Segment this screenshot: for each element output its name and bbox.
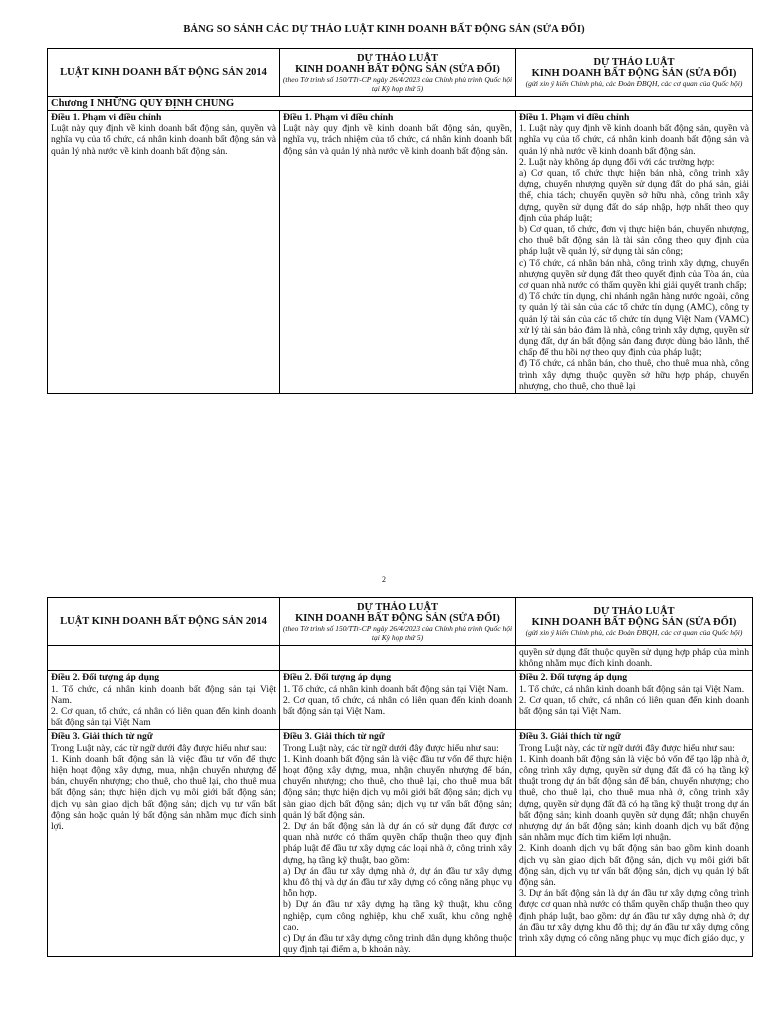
table-header-row: [48, 49, 753, 97]
article-paragraph: a) Cơ quan, tổ chức thực hiện bán nhà, công trình xây dựng, chuyển nhượng quyền sử dụng đất do phá sản, giải thể, chia tách; chuyển quyền sở hữu nhà, công trình xây dựng, quyền sử dụng đất do sáp nhập, hợp nhất theo quy định của pháp luật;: [519, 168, 749, 224]
continuation-col2: [280, 646, 516, 671]
article-paragraph: 1. Tổ chức, cá nhân kinh doanh bất động sản tại Việt Nam.: [283, 683, 509, 695]
header-col-2014-law: LUẬT KINH DOANH BẤT ĐỘNG SẢN 2014: [48, 49, 280, 97]
article-2-row: [48, 671, 753, 730]
article-paragraph: 1. Kinh doanh bất động sản là việc đầu tư vốn để thực hiện hoạt động xây dựng, mua, nhận chuyển nhượng để bán, chuyển nhượng; cho thuê, cho thuê lại, cho thuê mua bất động sản; thực hiện dịch vụ môi giới bất động sản; dịch vụ sàn giao dịch bất động sản; dịch vụ tư vấn bất động sản; quản lý bất động sản.: [283, 753, 512, 821]
article-2-col3: [516, 671, 753, 730]
article-title: Điều 2. Đối tượng áp dụng: [51, 672, 160, 684]
article-title: Điều 3. Giải thích từ ngữ: [51, 731, 153, 743]
header-col2-line2: KINH DOANH BẤT ĐỘNG SẢN (SỬA ĐỔI): [295, 612, 500, 624]
header-col-draft-150: [280, 598, 516, 646]
continuation-text: quyền sử dụng đất thuộc quyền sử dụng hợp pháp của mình không nhằm mục đích kinh doanh.: [519, 647, 749, 670]
chapter-row: [48, 97, 753, 111]
article-title: Điều 3. Giải thích từ ngữ: [519, 731, 621, 743]
page-number: 2: [382, 575, 386, 584]
article-paragraph: 2. Cơ quan, tổ chức, cá nhân có liên quan đến kinh doanh bất động sản tại Việt Nam.: [283, 694, 512, 718]
article-1-col3: [516, 111, 753, 394]
article-paragraph: Trong Luật này, các từ ngữ dưới đây được hiểu như sau:: [51, 742, 267, 754]
header-col3-sub: (gửi xin ý kiến Chính phủ, các Đoàn ĐBQH, các cơ quan của Quốc hội): [525, 628, 743, 637]
page-1: [0, 0, 768, 508]
article-paragraph: 3. Dự án bất động sản là dự án đầu tư xây dựng công trình được cơ quan nhà nước có thẩm quyền chấp thuận theo quy định pháp luật, bao gồm: dự án đầu tư xây dựng nhà ở; dự án đầu tư xây dựng khu đô thị; dự án đầu tư xây dựng công trình xây dựng có công năng phục vụ mục đích giáo dục, y: [519, 888, 749, 945]
article-1-col2: [280, 111, 516, 394]
article-paragraph: đ) Tổ chức, cá nhân bán, cho thuê, cho thuê mua nhà, công trình xây dựng thuộc quyền sở hữu hợp pháp, chuyển nhượng, cho thuê, cho thuê lại: [519, 358, 749, 392]
continuation-row: [48, 646, 753, 671]
article-paragraph: 1. Kinh doanh bất động sản là việc đầu tư vốn để thực hiện hoạt động xây dựng, mua, nhận chuyển nhượng để bán, chuyển nhượng; cho thuê, cho thuê lại, cho thuê mua bất động sản; thực hiện dịch vụ môi giới bất động sản; dịch vụ sàn giao dịch bất động sản; dịch vụ tư vấn bất động sản hoặc quản lý bất động sản nhằm mục đích sinh lợi.: [51, 753, 276, 833]
article-paragraph: c) Dự án đầu tư xây dựng công trình dân dụng không thuộc quy định tại điểm a, b khoản này.: [283, 933, 512, 956]
article-title: Điều 2. Đối tượng áp dụng: [519, 672, 628, 684]
header-col-2014-law: LUẬT KINH DOANH BẤT ĐỘNG SẢN 2014: [48, 598, 280, 646]
header-col3-line2: KINH DOANH BẤT ĐỘNG SẢN (SỬA ĐỔI): [531, 68, 737, 79]
article-title: Điều 3. Giải thích từ ngữ: [283, 731, 385, 743]
article-3-col2: [280, 730, 516, 957]
article-paragraph: Trong Luật này, các từ ngữ dưới đây được hiểu như sau:: [283, 742, 499, 754]
article-1-row: [48, 111, 753, 394]
document-title: BẢNG SO SÁNH CÁC DỰ THẢO LUẬT KINH DOANH BẤT ĐỘNG SẢN (SỬA ĐỔI): [183, 24, 585, 35]
article-paragraph: c) Tổ chức, cá nhân bán nhà, công trình xây dựng, chuyển nhượng quyền sử dụng đất theo quyết định của Tòa án, của cơ quan nhà nước có thẩm quyền khi giải quyết tranh chấp;: [519, 257, 749, 292]
article-text: Luật này quy định về kinh doanh bất động sản, quyền, nghĩa vụ, trách nhiệm của tổ chức, cá nhân kinh doanh bất động sản và quản lý nhà nước về kinh doanh bất động sản.: [283, 123, 512, 157]
article-title: Điều 1. Phạm vi điều chỉnh: [283, 112, 394, 123]
article-3-col3: [516, 730, 753, 957]
article-paragraph: 1. Tổ chức, cá nhân kinh doanh bất động sản tại Việt Nam.: [519, 683, 745, 695]
article-paragraph: Trong Luật này, các từ ngữ dưới đây được hiểu như sau:: [519, 742, 735, 754]
continuation-col1: [48, 646, 280, 671]
article-title: Điều 1. Phạm vi điều chỉnh: [51, 112, 162, 123]
article-paragraph: b) Cơ quan, tổ chức, đơn vị thực hiện bán, chuyển nhượng, cho thuê bất động sản là tài sản công theo quy định của pháp luật về quản lý, sử dụng tài sản công;: [519, 224, 749, 258]
table-header-row: [48, 598, 753, 646]
article-paragraph: 1. Tổ chức, cá nhân kinh doanh bất động sản tại Việt Nam.: [51, 683, 276, 706]
article-paragraph: 2. Cơ quan, tổ chức, cá nhân có liên quan đến kinh doanh bất động sản tại Việt Nam.: [519, 694, 749, 718]
article-paragraph: 1. Luật này quy định về kinh doanh bất động sản, quyền và nghĩa vụ của tổ chức, cá nhân kinh doanh bất động sản và quản lý nhà nước về kinh doanh bất động sản.: [519, 123, 749, 157]
header-col-draft-150: [280, 49, 516, 97]
article-title: Điều 2. Đối tượng áp dụng: [283, 672, 392, 684]
article-3-col1: [48, 730, 280, 957]
article-paragraph: 2. Dự án bất động sản là dự án có sử dụng đất được cơ quan nhà nước có thẩm quyền chấp thuận theo quy định pháp luật để đầu tư xây dựng các loại nhà ở, công trình xây dựng, hạ tầng kỹ thuật, bao gồm:: [283, 821, 512, 866]
article-2-col2: [280, 671, 516, 730]
header-col2-line1: DỰ THẢO LUẬT: [356, 601, 439, 613]
header-col-draft-consult: [516, 598, 753, 646]
header-col3-line1: DỰ THẢO LUẬT: [593, 57, 675, 68]
article-2-col1: [48, 671, 280, 730]
header-col2-sub: (theo Tờ trình số 150/TTr-CP ngày 26/4/2023 của Chính phủ trình Quốc hội tại Kỳ họp thứ 5): [282, 623, 513, 642]
header-col3-line1: DỰ THẢO LUẬT: [593, 606, 675, 617]
article-paragraph: 2. Luật này không áp dụng đối với các trường hợp:: [519, 156, 715, 168]
article-paragraph: b) Dự án đầu tư xây dựng hạ tầng kỹ thuật, khu công nghiệp, cụm công nghiệp, khu chế xuất, khu công nghệ cao.: [283, 899, 512, 933]
comparison-table-page-2: [47, 597, 753, 957]
article-paragraph: 2. Cơ quan, tổ chức, cá nhân có liên quan đến kinh doanh bất động sản tại Việt Nam: [51, 706, 276, 729]
article-paragraph: d) Tổ chức tín dụng, chi nhánh ngân hàng nước ngoài, công ty quản lý tài sản của các tổ chức tín dụng (AMC), công ty quản lý tài sản của các tổ chức tín dụng Việt Nam (VAMC) xử lý tài sản bảo đảm là nhà, công trình xây dựng, quyền sử dụng đất, dự án bất động sản đang được dùng bảo lãnh, thế chấp để thu hồi nợ theo quy định của pháp luật;: [519, 291, 749, 359]
header-col2-line1: DỰ THẢO LUẬT: [356, 52, 439, 64]
article-text: Luật này quy định về kinh doanh bất động sản, quyền và nghĩa vụ của tổ chức, cá nhân kinh doanh bất động sản và quản lý nhà nước về kinh doanh bất động sản.: [51, 123, 276, 157]
article-1-col1: [48, 111, 280, 394]
article-3-row: [48, 730, 753, 957]
header-col-draft-consult: [516, 49, 753, 97]
header-col3-line2: KINH DOANH BẤT ĐỘNG SẢN (SỬA ĐỔI): [531, 617, 737, 628]
header-col2-sub: (theo Tờ trình số 150/TTr-CP ngày 26/4/2023 của Chính phủ trình Quốc hội tại Kỳ họp thứ 5): [282, 74, 513, 93]
continuation-col3: [516, 646, 753, 671]
article-paragraph: 2. Kinh doanh dịch vụ bất động sản bao gồm kinh doanh dịch vụ sàn giao dịch bất động sản, dịch vụ môi giới bất động sản, dịch vụ tư vấn bất động sản, dịch vụ quản lý bất động sản.: [519, 843, 749, 889]
header-col3-sub: (gửi xin ý kiến Chính phủ, các Đoàn ĐBQH, các cơ quan của Quốc hội): [525, 79, 743, 88]
chapter-heading: Chương I NHỮNG QUY ĐỊNH CHUNG: [48, 97, 753, 111]
article-title: Điều 1. Phạm vi điều chỉnh: [519, 112, 630, 123]
article-paragraph: a) Dự án đầu tư xây dựng nhà ở, dự án đầu tư xây dựng khu đô thị và dự án đầu tư xây dựng có công năng phục vụ hỗn hợp.: [283, 865, 512, 900]
header-col2-line2: KINH DOANH BẤT ĐỘNG SẢN (SỬA ĐỔI): [295, 63, 500, 75]
article-paragraph: 1. Kinh doanh bất động sản là việc bỏ vốn để tạo lập nhà ở, công trình xây dựng, quyền sử dụng đất đã có hạ tầng kỹ thuật trong dự án bất động sản để bán, chuyển nhượng; cho thuê, cho thuê lại, cho thuê mua nhà ở, công trình xây dựng, quyền sử dụng đất đã có hạ tầng kỹ thuật trong dự án bất động sản; kinh doanh quyền sử dụng đất; nhận chuyển nhượng dự án bất động sản; kinh doanh dịch vụ bất động sản nhằm mục đích tìm kiếm lợi nhuận.: [519, 753, 749, 844]
comparison-table-page-1: [47, 48, 753, 394]
